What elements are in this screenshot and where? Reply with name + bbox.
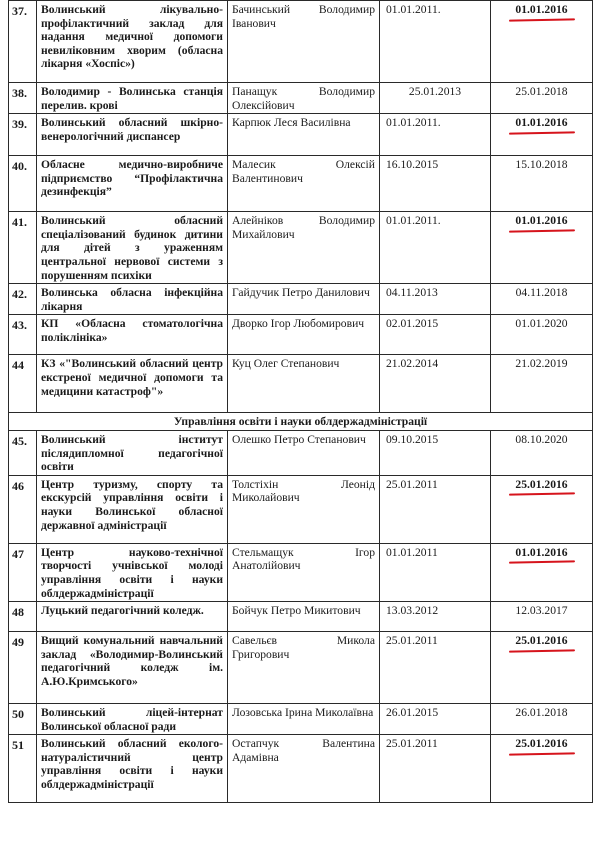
director-name: Толстіхін Леонід Миколайович bbox=[228, 475, 380, 543]
highlighted-date: 25.01.2016 bbox=[515, 634, 568, 648]
institution-name: КЗ «"Волинський обласний центр екстреної медичної допомоги та медицини катастроф"» bbox=[37, 355, 228, 413]
highlighted-date: 01.01.2016 bbox=[515, 545, 568, 559]
contract-end-date: 15.10.2018 bbox=[491, 156, 593, 212]
director-name: Бойчук Петро Микитович bbox=[228, 602, 380, 632]
institution-name: Волинський лікувально-профілактичний заклад для надання медичної допомоги невиліковним хворим (обласна лікарня «Хоспіс») bbox=[37, 1, 228, 83]
row-number: 47 bbox=[9, 543, 37, 601]
table-row bbox=[9, 704, 593, 735]
row-number: 46 bbox=[9, 475, 37, 543]
contract-start-date: 25.01.2011 bbox=[380, 632, 491, 704]
institution-name: Центр туризму, спорту та екскурсій управління освіти і науки Волинської обласної державної адміністрації bbox=[37, 475, 228, 543]
row-number: 49 bbox=[9, 632, 37, 704]
table-row bbox=[9, 430, 593, 475]
table-row bbox=[9, 284, 593, 315]
contract-start-date: 04.11.2013 bbox=[380, 284, 491, 315]
institution-name: Луцький педагогічний коледж. bbox=[37, 602, 228, 632]
contract-end-date: 25.01.2018 bbox=[491, 83, 593, 114]
contract-end-date bbox=[491, 475, 593, 543]
institution-name: Волинський обласний еколого-натуралістичний центр управління освіти і науки облдержадміністрації bbox=[37, 735, 228, 803]
table-row bbox=[9, 632, 593, 704]
director-name: Куц Олег Степанович bbox=[228, 355, 380, 413]
director-name: Савельєв Микола Григорович bbox=[228, 632, 380, 704]
contract-start-date: 21.02.2014 bbox=[380, 355, 491, 413]
contract-start-date: 01.01.2011 bbox=[380, 543, 491, 601]
institution-name: Центр науково-технічної творчості учнівської молоді управління освіти і науки облдержадміністрації bbox=[37, 543, 228, 601]
section-title: Управління освіти і науки облдержадміністрації bbox=[9, 413, 593, 431]
contract-end-date: 26.01.2018 bbox=[491, 704, 593, 735]
institution-name: Обласне медично-виробниче підприємство “Профілактична дезинфекція” bbox=[37, 156, 228, 212]
contract-end-date: 21.02.2019 bbox=[491, 355, 593, 413]
table-row bbox=[9, 602, 593, 632]
row-number: 43. bbox=[9, 315, 37, 355]
institution-name: Волинський обласний спеціалізований будинок дитини для дітей з ураженням центральної нервової системи з порушенням психіки bbox=[37, 212, 228, 284]
row-number: 38. bbox=[9, 83, 37, 114]
row-number: 40. bbox=[9, 156, 37, 212]
contract-end-date: 08.10.2020 bbox=[491, 430, 593, 475]
row-number: 37. bbox=[9, 1, 37, 83]
contract-end-date bbox=[491, 1, 593, 83]
highlighted-date: 01.01.2016 bbox=[515, 3, 568, 16]
contract-start-date: 25.01.2011 bbox=[380, 735, 491, 803]
director-name: Гайдучик Петро Данилович bbox=[228, 284, 380, 315]
contract-end-date bbox=[491, 543, 593, 601]
director-name: Малесик Олексій Валентинович bbox=[228, 156, 380, 212]
contract-start-date: 13.03.2012 bbox=[380, 602, 491, 632]
contract-start-date: 01.01.2011. bbox=[380, 212, 491, 284]
contract-start-date: 01.01.2011. bbox=[380, 1, 491, 83]
contract-end-date bbox=[491, 735, 593, 803]
row-number: 51 bbox=[9, 735, 37, 803]
row-number: 44 bbox=[9, 355, 37, 413]
table-row bbox=[9, 83, 593, 114]
director-name: Остапчук Валентина Адамівна bbox=[228, 735, 380, 803]
table-row bbox=[9, 212, 593, 284]
director-name: Карпюк Леся Василівна bbox=[228, 114, 380, 156]
contract-end-date: 04.11.2018 bbox=[491, 284, 593, 315]
table-row bbox=[9, 355, 593, 413]
row-number: 42. bbox=[9, 284, 37, 315]
contract-start-date: 01.01.2011. bbox=[380, 114, 491, 156]
contract-end-date: 01.01.2020 bbox=[491, 315, 593, 355]
table-row bbox=[9, 475, 593, 543]
contract-end-date bbox=[491, 632, 593, 704]
row-number: 50 bbox=[9, 704, 37, 735]
director-name: Дворко Ігор Любомирович bbox=[228, 315, 380, 355]
director-name: Лозовська Ірина Миколаївна bbox=[228, 704, 380, 735]
contract-start-date: 25.01.2013 bbox=[380, 83, 491, 114]
director-name: Бачинський Володимир Іванович bbox=[228, 1, 380, 83]
contract-start-date: 09.10.2015 bbox=[380, 430, 491, 475]
contract-end-date bbox=[491, 212, 593, 284]
table-row bbox=[9, 114, 593, 156]
table-row bbox=[9, 1, 593, 83]
contract-start-date: 25.01.2011 bbox=[380, 475, 491, 543]
institution-name: Вищий комунальний навчальний заклад «Володимир-Волинський педагогічний коледж ім. А.Ю.Кримського» bbox=[37, 632, 228, 704]
institution-name: КП «Обласна стоматологічна поліклініка» bbox=[37, 315, 228, 355]
table-row bbox=[9, 315, 593, 355]
institution-name: Волинський обласний шкірно-венерологічний диспансер bbox=[37, 114, 228, 156]
table-row bbox=[9, 543, 593, 601]
contract-start-date: 02.01.2015 bbox=[380, 315, 491, 355]
records-table bbox=[8, 0, 593, 803]
highlighted-date: 01.01.2016 bbox=[515, 116, 568, 130]
contract-end-date bbox=[491, 114, 593, 156]
institution-name: Володимир - Волинська станція перелив. крові bbox=[37, 83, 228, 114]
table-row bbox=[9, 735, 593, 803]
row-number: 39. bbox=[9, 114, 37, 156]
contract-end-date: 12.03.2017 bbox=[491, 602, 593, 632]
highlighted-date: 01.01.2016 bbox=[515, 214, 568, 228]
row-number: 48 bbox=[9, 602, 37, 632]
section-row bbox=[9, 413, 593, 431]
highlighted-date: 25.01.2016 bbox=[515, 737, 568, 751]
highlighted-date: 25.01.2016 bbox=[515, 477, 568, 491]
table-row bbox=[9, 156, 593, 212]
row-number: 41. bbox=[9, 212, 37, 284]
director-name: Алейніков Володимир Михайлович bbox=[228, 212, 380, 284]
director-name: Стельмащук Ігор Анатолійович bbox=[228, 543, 380, 601]
director-name: Олешко Петро Степанович bbox=[228, 430, 380, 475]
institution-name: Волинський ліцей-інтернат Волинської обласної ради bbox=[37, 704, 228, 735]
institution-name: Волинський інститут післядипломної педагогічної освіти bbox=[37, 430, 228, 475]
institution-name: Волинська обласна інфекційна лікарня bbox=[37, 284, 228, 315]
row-number: 45. bbox=[9, 430, 37, 475]
contract-start-date: 26.01.2015 bbox=[380, 704, 491, 735]
director-name: Панащук Володимир Олексійович bbox=[228, 83, 380, 114]
contract-start-date: 16.10.2015 bbox=[380, 156, 491, 212]
